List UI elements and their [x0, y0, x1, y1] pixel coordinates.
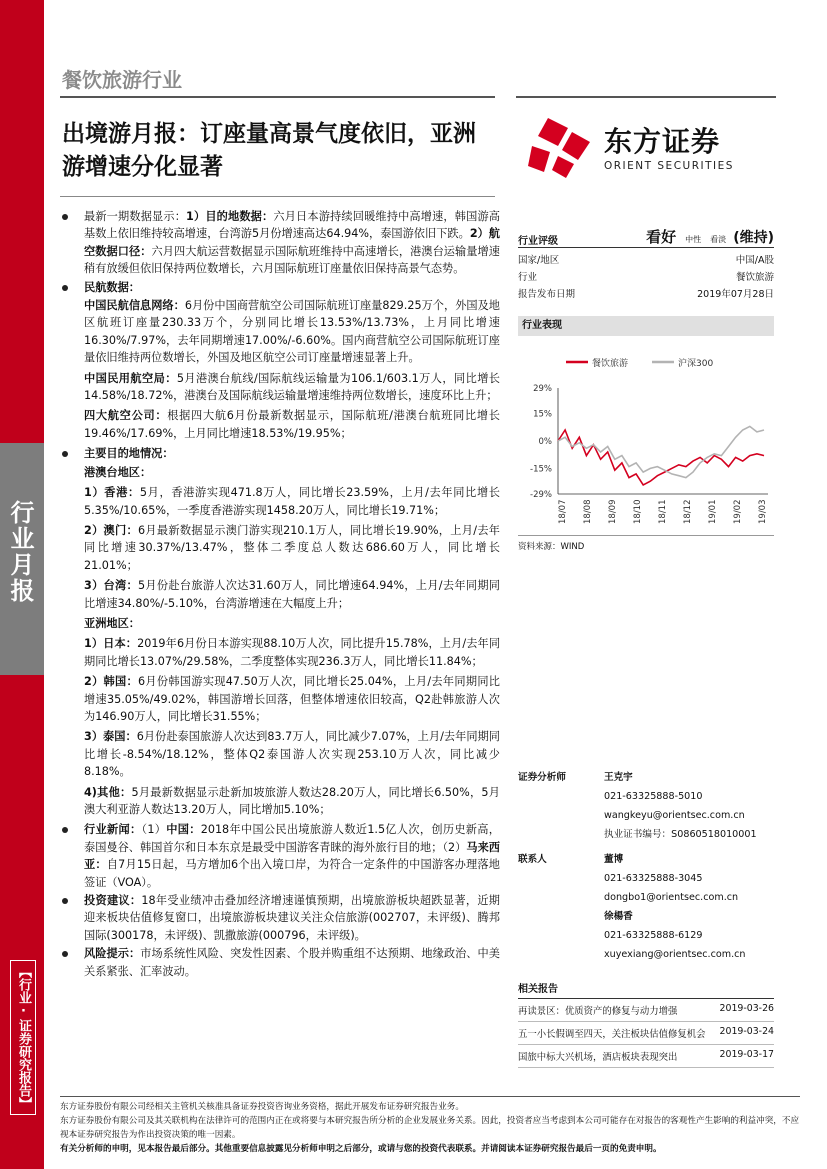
contact-label: 联系人 [518, 854, 547, 865]
side-bottom-label: 【行业·证券研究报告】 [10, 960, 36, 1115]
related-reports [518, 980, 774, 1068]
bullet-latest-data: 最新一期数据显示：1）目的地数据：六月日本游持续回暖维持中高增速，韩国游高基数上依旧维持较高增速，台湾游5月份增速高达64.94%，泰国游依旧下跌。2）航空数据口径：六月四大航运营数据显示国际航班维持中高速增长，港澳台运输量增速稍有放缓但依旧保持两位数增长，六月国际航班订座量依旧保持高景气态势。 [60, 208, 500, 278]
series-line [558, 430, 764, 485]
contact-name: 徐楊香 [604, 911, 633, 922]
contact-row [518, 850, 774, 964]
related-item[interactable]: 五一小长假调至四天，关注板块估值修复机会 2019-03-24 [518, 1022, 774, 1045]
x-tick-label: 19/03 [758, 499, 768, 524]
related-title: 相关报告 [518, 980, 774, 999]
para-taiwan: 3）台湾：5月份赴台旅游人次达31.60万人，同比增速64.94%，上月/去年同期同比增速34.80%/-5.10%，台湾游增速在大幅度上升； [84, 579, 500, 610]
page-title: 出境游月报：订座量高景气度依旧，亚洲游增速分化显著 [62, 121, 476, 180]
disclaimer-line: 东方证券股份有限公司及其关联机构在法律许可的范围内正在或将要与本研究报告所分析的企业发展业务关系。因此，投资者应当考虑到本公司可能存在对报告的客观性产生影响的利益冲突，不应视本证券研究报告为作出投资决策的唯一因素。 [60, 1116, 800, 1140]
x-tick-label: 19/02 [733, 499, 743, 524]
industry-name: 餐饮旅游行业 [62, 68, 182, 92]
analyst-email[interactable]: wangkeyu@orientsec.com.cn [604, 810, 745, 821]
header-divider-left [60, 96, 495, 98]
y-tick-label: -15% [530, 464, 552, 475]
sub-asia: 亚洲地区： [84, 616, 140, 630]
logo-text-cn: 东方证券 [604, 125, 721, 158]
rating-header [518, 224, 774, 248]
rating-label: 行业评级 [518, 236, 558, 247]
y-tick-label: 15% [533, 409, 552, 420]
related-item[interactable]: 国旅中标大兴机场，酒店板块表现突出 2019-03-17 [518, 1045, 774, 1068]
rating-rows [518, 252, 774, 303]
rating-row: 报告发布日期 2019年07月28日 [518, 289, 774, 300]
sub-hk-mo-tw: 港澳台地区： [84, 465, 152, 479]
x-tick-label: 18/09 [608, 499, 618, 524]
analyst-phone: 021-63325888-5010 [604, 791, 703, 802]
bullet-investment: 投资建议：18年受业绩冲击叠加经济增速谨慎预期，出境旅游板块超跌显著，近期迎来板块估值修复窗口，出境旅游板块建议关注众信旅游(002707，未评级)、腾邦国际(300178，未评级)、凯撒旅游(000796，未评级)。 [60, 892, 500, 944]
y-tick-label: 0% [538, 437, 552, 447]
para-big-four: 四大航空公司：根据四大航6月份最新数据显示，国际航班/港澳台航班同比增长19.46%/17.69%，上月同比增速18.53%/19.95%； [84, 409, 500, 440]
rating-value: 看好 [646, 228, 677, 246]
bullet-risk: 风险提示：市场系统性风险、突发性因素、个股并购重组不达预期、地缘政治、中美关系紧张、汇率波动。 [60, 945, 500, 980]
contact-phone: 021-63325888-3045 [604, 873, 703, 884]
contact-email[interactable]: xuyexiang@orientsec.com.cn [604, 949, 746, 960]
y-tick-label: 29% [533, 384, 552, 394]
performance-chart [518, 340, 774, 530]
analyst-row [518, 768, 774, 844]
contact-name: 董博 [604, 854, 624, 865]
para-caac: 中国民用航空局：5月港澳台航线/国际航线运输量为106.1/603.1万人，同比增长14.58%/18.72%，港澳台及国际航线运输量增速维持两位数增长，速度环比上升； [84, 371, 500, 403]
analyst-label: 证券分析师 [518, 772, 566, 783]
bullet-destinations: 主要目的地情况： [60, 445, 500, 462]
disclaimer [60, 1100, 800, 1156]
header-divider-right [516, 96, 776, 98]
company-logo [528, 116, 788, 178]
x-tick-label: 18/07 [558, 499, 568, 524]
analyst-cert: 执业证书编号：S0860518010001 [604, 829, 757, 840]
x-tick-label: 18/10 [633, 499, 643, 524]
bullet-news: 行业新闻：（1）中国：2018年中国公民出境旅游人数近1.5亿人次，创历史新高，泰国曼谷、韩国首尔和日本东京是最受中国游客青睐的海外旅行目的地；（2）马来西亚：自7月15日起，马方增加6个出入境口岸，为符合一定条件的中国游客办理落地签证（VOA）。 [60, 821, 500, 891]
para-others: 4)其他：5月最新数据显示赴新加坡旅游人数达28.20万人，同比增长6.50%，5月澳大利亚游人数达13.20万人，同比增加5.10%； [84, 785, 500, 816]
para-korea: 2）韩国：6月份韩国游实现47.50万人次，同比增长25.04%，上月/去年同期同比增速35.05%/49.02%，韩国游增长回落，但整体增速依旧较高，Q2赴韩旅游人次为146.90万人，同比增长31.55%； [84, 675, 500, 723]
performance-section [518, 316, 774, 552]
rating-maintain: (维持) [733, 230, 774, 246]
legend-label: 餐饮旅游 [592, 359, 629, 369]
side-report-type: 行业月报 [6, 500, 34, 604]
x-tick-label: 19/01 [708, 499, 718, 524]
para-hongkong: 1）香港：5月，香港游实现471.8万人，同比增长23.59%，上月/去年同比增长5.35%/10.65%，一季度香港游实现1458.20万人，同比增长19.71%； [84, 486, 500, 517]
legend-label: 沪深300 [678, 359, 714, 369]
disclaimer-line: 东方证券股份有限公司经相关主管机关核准具备证券投资咨询业务资格，据此开展发布证券研究报告业务。 [60, 1102, 464, 1112]
related-item[interactable]: 再读景区：优质资产的修复与动力增强 2019-03-26 [518, 999, 774, 1022]
logo-text-en: ORIENT SECURITIES [604, 160, 734, 172]
para-japan: 1）日本：2019年6月份日本游实现88.10万人次，同比提升15.78%，上月/去年同期同比增长13.07%/29.58%，二季度整体实现236.3万人，同比增长11.84%； [84, 637, 501, 668]
analyst-block [518, 768, 774, 964]
x-tick-label: 18/12 [683, 499, 693, 524]
analyst-name: 王克宇 [604, 772, 633, 783]
footer-divider [60, 1096, 800, 1097]
rating-box [518, 224, 774, 303]
summary-column [60, 208, 500, 981]
y-tick-label: -29% [530, 490, 552, 500]
rating-option-bearish: 看淡 [710, 235, 727, 244]
para-macau: 2）澳门：6月最新数据显示澳门游实现210.1万人，同比增长19.90%，上月/去年同比增速30.37%/13.47%，整体二季度总人数达686.60万人，同比增长21.01%； [84, 523, 500, 572]
rating-option-neutral: 中性 [685, 235, 702, 244]
chart-source: 资料来源：WIND [518, 535, 774, 552]
rating-row: 国家/地区 中国/A股 [518, 255, 774, 266]
performance-title: 行业表现 [518, 316, 774, 336]
contact-email[interactable]: dongbo1@orientsec.com.cn [604, 892, 739, 903]
rating-row: 行业 餐饮旅游 [518, 272, 774, 283]
title-divider [60, 196, 495, 197]
bullet-aviation: 民航数据： [60, 279, 500, 296]
logo-mark-icon [528, 116, 592, 178]
para-travelsky: 中国民航信息网络：6月份中国商营航空公司国际航班订座量829.25万个，外国及地区航班订座量230.33万个，分别同比增长13.53%/13.73%，上月同比增速16.30%/7.97%，去年同期增速17.00%/-6.60%。国内商营航空公司国际航班订座量依旧维持两位数增长，外国及地区航空公司订座量增速显著上升。 [84, 299, 500, 365]
x-tick-label: 18/11 [658, 499, 668, 524]
disclaimer-line: 有关分析师的申明，见本报告最后部分。其他重要信息披露见分析师申明之后部分，或请与您的投资代表联系。并请阅读本证券研究报告最后一页的免责申明。 [60, 1144, 662, 1154]
contact-phone: 021-63325888-6129 [604, 930, 703, 941]
x-tick-label: 18/08 [583, 499, 593, 524]
para-thailand: 3）泰国：6月份赴泰国旅游人次达到83.7万人，同比减少7.07%，上月/去年同期同比增长-8.54%/18.12%，整体Q2泰国游人次实现253.10万人次，同比减少8.18%。 [84, 730, 500, 779]
